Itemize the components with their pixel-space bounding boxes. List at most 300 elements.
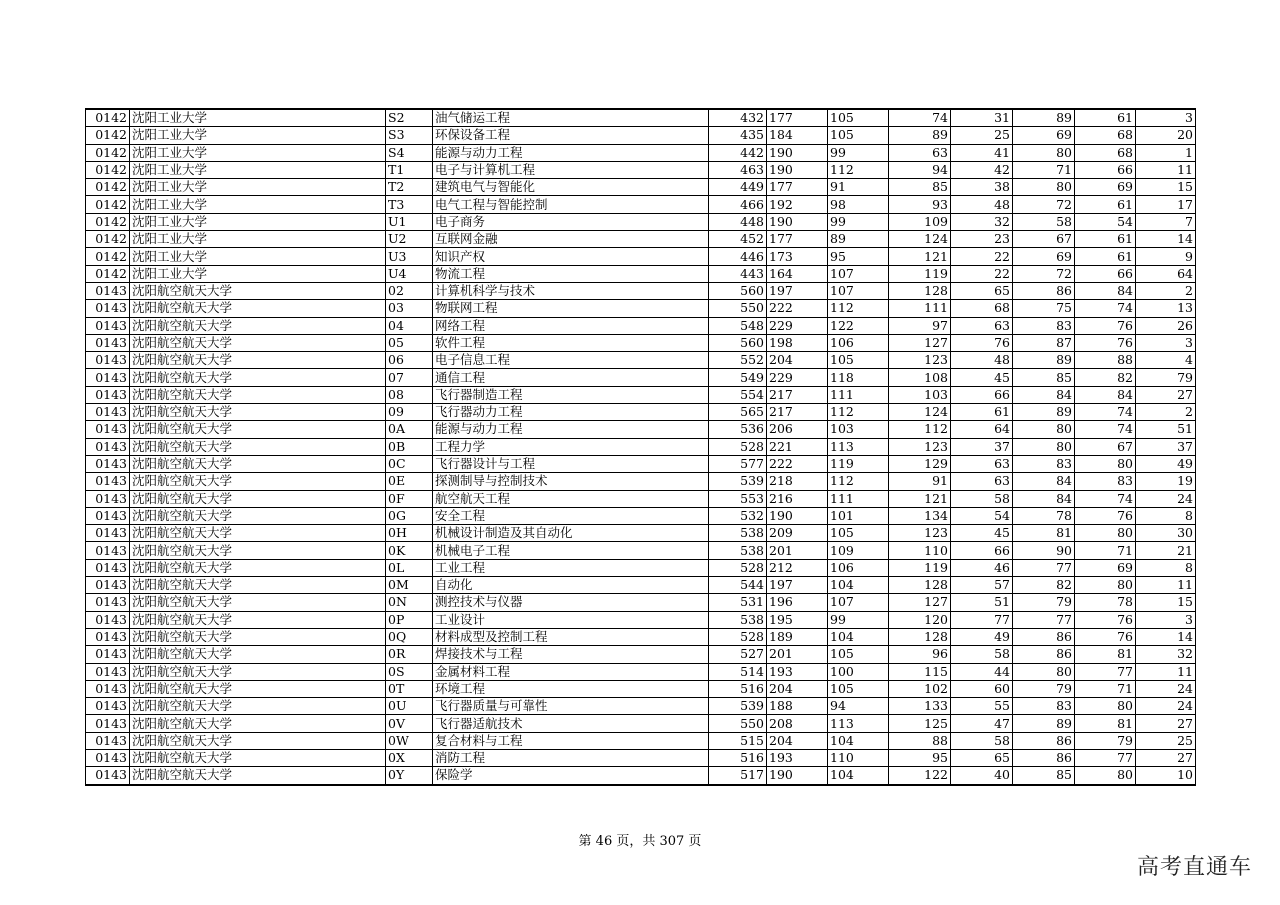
cell-score-b: 98 (828, 196, 889, 213)
cell-major-code: S3 (386, 127, 433, 144)
cell-count: 20 (1136, 127, 1196, 144)
cell-score-a: 204 (767, 680, 828, 697)
cell-score-b: 105 (828, 680, 889, 697)
cell-total-score: 443 (709, 265, 767, 282)
cell-score-a: 177 (767, 179, 828, 196)
cell-score-f: 82 (1075, 369, 1136, 386)
cell-school-code: 0142 (86, 161, 130, 178)
cell-total-score: 554 (709, 386, 767, 403)
cell-total-score: 446 (709, 248, 767, 265)
cell-score-f: 66 (1075, 161, 1136, 178)
cell-score-e: 81 (1013, 525, 1075, 542)
cell-major-name: 飞行器适航技术 (433, 715, 709, 732)
cell-score-a: 221 (767, 438, 828, 455)
cell-score-d: 45 (951, 369, 1013, 386)
cell-total-score: 442 (709, 144, 767, 161)
cell-score-b: 111 (828, 490, 889, 507)
cell-count: 15 (1136, 179, 1196, 196)
cell-score-d: 65 (951, 282, 1013, 299)
cell-score-f: 77 (1075, 749, 1136, 766)
cell-score-a: 204 (767, 352, 828, 369)
cell-count: 49 (1136, 455, 1196, 472)
cell-score-b: 105 (828, 352, 889, 369)
cell-count: 51 (1136, 421, 1196, 438)
cell-major-code: 0W (386, 732, 433, 749)
cell-major-name: 能源与动力工程 (433, 144, 709, 161)
cell-score-c: 123 (889, 352, 951, 369)
cell-score-f: 83 (1075, 473, 1136, 490)
cell-score-c: 110 (889, 542, 951, 559)
cell-school-name: 沈阳航空航天大学 (130, 507, 386, 524)
cell-major-name: 环保设备工程 (433, 127, 709, 144)
cell-school-name: 沈阳航空航天大学 (130, 421, 386, 438)
cell-school-code: 0143 (86, 680, 130, 697)
cell-score-c: 91 (889, 473, 951, 490)
cell-count: 11 (1136, 663, 1196, 680)
cell-score-e: 78 (1013, 507, 1075, 524)
cell-count: 25 (1136, 732, 1196, 749)
cell-major-name: 工业工程 (433, 559, 709, 576)
cell-score-a: 164 (767, 265, 828, 282)
cell-count: 3 (1136, 611, 1196, 628)
cell-score-c: 133 (889, 698, 951, 715)
cell-score-a: 198 (767, 334, 828, 351)
cell-score-c: 121 (889, 248, 951, 265)
cell-score-f: 81 (1075, 646, 1136, 663)
cell-score-d: 44 (951, 663, 1013, 680)
cell-major-code: 02 (386, 282, 433, 299)
cell-score-e: 67 (1013, 231, 1075, 248)
cell-score-a: 201 (767, 542, 828, 559)
cell-score-a: 196 (767, 594, 828, 611)
watermark-logo: 高考直通车 (1136, 855, 1252, 880)
table-row (86, 749, 1196, 766)
cell-score-f: 80 (1075, 455, 1136, 472)
cell-score-a: 190 (767, 213, 828, 230)
cell-score-e: 85 (1013, 369, 1075, 386)
cell-school-name: 沈阳航空航天大学 (130, 611, 386, 628)
cell-score-b: 106 (828, 334, 889, 351)
table-row (86, 455, 1196, 472)
cell-major-code: S2 (386, 109, 433, 127)
cell-school-name: 沈阳工业大学 (130, 144, 386, 161)
cell-school-code: 0143 (86, 317, 130, 334)
cell-count: 26 (1136, 317, 1196, 334)
cell-major-name: 金属材料工程 (433, 663, 709, 680)
cell-school-name: 沈阳航空航天大学 (130, 473, 386, 490)
cell-score-f: 68 (1075, 127, 1136, 144)
table-row (86, 438, 1196, 455)
cell-score-d: 77 (951, 611, 1013, 628)
cell-school-code: 0143 (86, 749, 130, 766)
cell-score-c: 128 (889, 577, 951, 594)
cell-score-e: 87 (1013, 334, 1075, 351)
cell-score-e: 75 (1013, 300, 1075, 317)
cell-major-code: 0F (386, 490, 433, 507)
cell-score-e: 84 (1013, 490, 1075, 507)
table-row (86, 369, 1196, 386)
cell-score-a: 201 (767, 646, 828, 663)
cell-score-e: 84 (1013, 386, 1075, 403)
cell-major-name: 电子商务 (433, 213, 709, 230)
cell-score-a: 190 (767, 144, 828, 161)
cell-school-name: 沈阳航空航天大学 (130, 490, 386, 507)
cell-school-code: 0142 (86, 179, 130, 196)
cell-score-e: 86 (1013, 628, 1075, 645)
cell-score-e: 89 (1013, 715, 1075, 732)
cell-major-code: 08 (386, 386, 433, 403)
cell-score-c: 128 (889, 282, 951, 299)
cell-major-code: 0T (386, 680, 433, 697)
cell-score-e: 82 (1013, 577, 1075, 594)
cell-score-f: 80 (1075, 767, 1136, 785)
cell-total-score: 538 (709, 542, 767, 559)
cell-score-c: 108 (889, 369, 951, 386)
cell-score-e: 58 (1013, 213, 1075, 230)
cell-major-code: 0X (386, 749, 433, 766)
cell-score-b: 105 (828, 127, 889, 144)
table-row (86, 663, 1196, 680)
cell-score-c: 124 (889, 231, 951, 248)
cell-total-score: 536 (709, 421, 767, 438)
cell-major-name: 探测制导与控制技术 (433, 473, 709, 490)
cell-count: 79 (1136, 369, 1196, 386)
cell-score-f: 71 (1075, 680, 1136, 697)
table-row (86, 646, 1196, 663)
table-row (86, 525, 1196, 542)
cell-total-score: 514 (709, 663, 767, 680)
cell-school-name: 沈阳航空航天大学 (130, 455, 386, 472)
cell-score-e: 72 (1013, 196, 1075, 213)
cell-school-code: 0143 (86, 611, 130, 628)
cell-major-name: 电气工程与智能控制 (433, 196, 709, 213)
cell-school-name: 沈阳航空航天大学 (130, 525, 386, 542)
cell-score-c: 102 (889, 680, 951, 697)
table-row (86, 334, 1196, 351)
cell-school-name: 沈阳航空航天大学 (130, 663, 386, 680)
cell-count: 13 (1136, 300, 1196, 317)
cell-total-score: 550 (709, 715, 767, 732)
cell-score-c: 115 (889, 663, 951, 680)
cell-count: 14 (1136, 231, 1196, 248)
cell-score-e: 86 (1013, 749, 1075, 766)
cell-major-code: 0V (386, 715, 433, 732)
cell-score-f: 80 (1075, 577, 1136, 594)
cell-score-e: 79 (1013, 594, 1075, 611)
table-row (86, 732, 1196, 749)
cell-school-name: 沈阳航空航天大学 (130, 680, 386, 697)
cell-major-name: 互联网金融 (433, 231, 709, 248)
cell-major-code: T3 (386, 196, 433, 213)
cell-score-a: 229 (767, 317, 828, 334)
cell-school-name: 沈阳工业大学 (130, 248, 386, 265)
cell-score-b: 103 (828, 421, 889, 438)
table-row (86, 611, 1196, 628)
cell-score-e: 83 (1013, 455, 1075, 472)
cell-count: 11 (1136, 161, 1196, 178)
cell-major-code: T2 (386, 179, 433, 196)
cell-score-f: 74 (1075, 300, 1136, 317)
cell-score-b: 112 (828, 473, 889, 490)
table-row (86, 213, 1196, 230)
cell-score-f: 74 (1075, 490, 1136, 507)
cell-school-code: 0142 (86, 109, 130, 127)
cell-score-d: 46 (951, 559, 1013, 576)
cell-school-code: 0143 (86, 455, 130, 472)
cell-count: 9 (1136, 248, 1196, 265)
table-row (86, 628, 1196, 645)
cell-school-name: 沈阳工业大学 (130, 213, 386, 230)
cell-major-code: 06 (386, 352, 433, 369)
cell-total-score: 528 (709, 559, 767, 576)
cell-score-c: 125 (889, 715, 951, 732)
cell-score-b: 113 (828, 715, 889, 732)
cell-major-name: 飞行器质量与可靠性 (433, 698, 709, 715)
cell-major-name: 焊接技术与工程 (433, 646, 709, 663)
cell-major-name: 消防工程 (433, 749, 709, 766)
cell-major-name: 物流工程 (433, 265, 709, 282)
cell-score-b: 106 (828, 559, 889, 576)
cell-score-f: 80 (1075, 698, 1136, 715)
cell-major-code: 05 (386, 334, 433, 351)
cell-score-e: 80 (1013, 421, 1075, 438)
cell-major-code: 0U (386, 698, 433, 715)
table-row (86, 386, 1196, 403)
cell-score-f: 84 (1075, 386, 1136, 403)
cell-score-a: 222 (767, 455, 828, 472)
cell-score-a: 206 (767, 421, 828, 438)
cell-score-d: 76 (951, 334, 1013, 351)
cell-total-score: 452 (709, 231, 767, 248)
cell-score-b: 94 (828, 698, 889, 715)
table-row (86, 507, 1196, 524)
cell-school-code: 0143 (86, 369, 130, 386)
cell-school-name: 沈阳航空航天大学 (130, 749, 386, 766)
cell-score-a: 197 (767, 577, 828, 594)
cell-count: 19 (1136, 473, 1196, 490)
cell-count: 64 (1136, 265, 1196, 282)
table-row (86, 352, 1196, 369)
cell-score-c: 111 (889, 300, 951, 317)
cell-major-code: 0L (386, 559, 433, 576)
cell-score-d: 60 (951, 680, 1013, 697)
cell-major-name: 复合材料与工程 (433, 732, 709, 749)
cell-score-f: 61 (1075, 231, 1136, 248)
cell-major-name: 计算机科学与技术 (433, 282, 709, 299)
cell-score-d: 32 (951, 213, 1013, 230)
cell-score-a: 212 (767, 559, 828, 576)
cell-major-code: 0R (386, 646, 433, 663)
cell-score-c: 109 (889, 213, 951, 230)
cell-school-name: 沈阳航空航天大学 (130, 438, 386, 455)
table-row (86, 127, 1196, 144)
cell-major-code: 0E (386, 473, 433, 490)
cell-school-code: 0143 (86, 646, 130, 663)
cell-total-score: 516 (709, 680, 767, 697)
cell-major-code: 0C (386, 455, 433, 472)
cell-score-a: 177 (767, 231, 828, 248)
cell-score-f: 74 (1075, 421, 1136, 438)
cell-score-d: 47 (951, 715, 1013, 732)
cell-score-a: 193 (767, 749, 828, 766)
cell-score-e: 85 (1013, 767, 1075, 785)
score-table (85, 108, 1196, 786)
cell-score-f: 76 (1075, 317, 1136, 334)
cell-score-f: 67 (1075, 438, 1136, 455)
cell-score-b: 122 (828, 317, 889, 334)
cell-score-b: 105 (828, 109, 889, 127)
cell-major-name: 电子与计算机工程 (433, 161, 709, 178)
cell-school-name: 沈阳航空航天大学 (130, 317, 386, 334)
cell-score-c: 121 (889, 490, 951, 507)
cell-major-name: 软件工程 (433, 334, 709, 351)
cell-score-d: 55 (951, 698, 1013, 715)
cell-school-code: 0142 (86, 265, 130, 282)
cell-major-code: 0N (386, 594, 433, 611)
cell-count: 8 (1136, 559, 1196, 576)
table-row (86, 179, 1196, 196)
cell-major-name: 物联网工程 (433, 300, 709, 317)
cell-score-c: 127 (889, 594, 951, 611)
cell-score-c: 97 (889, 317, 951, 334)
cell-score-a: 229 (767, 369, 828, 386)
cell-score-e: 77 (1013, 611, 1075, 628)
cell-score-c: 74 (889, 109, 951, 127)
cell-total-score: 515 (709, 732, 767, 749)
cell-score-d: 25 (951, 127, 1013, 144)
cell-score-b: 99 (828, 611, 889, 628)
cell-school-code: 0143 (86, 386, 130, 403)
cell-count: 32 (1136, 646, 1196, 663)
cell-count: 8 (1136, 507, 1196, 524)
cell-major-code: 0A (386, 421, 433, 438)
cell-score-f: 66 (1075, 265, 1136, 282)
cell-score-f: 61 (1075, 248, 1136, 265)
cell-major-code: 0S (386, 663, 433, 680)
cell-total-score: 432 (709, 109, 767, 127)
cell-count: 27 (1136, 749, 1196, 766)
table-row (86, 490, 1196, 507)
cell-score-d: 22 (951, 248, 1013, 265)
cell-score-f: 54 (1075, 213, 1136, 230)
cell-total-score: 560 (709, 334, 767, 351)
cell-school-name: 沈阳航空航天大学 (130, 542, 386, 559)
cell-school-name: 沈阳工业大学 (130, 231, 386, 248)
cell-total-score: 435 (709, 127, 767, 144)
cell-total-score: 516 (709, 749, 767, 766)
cell-score-a: 218 (767, 473, 828, 490)
cell-score-b: 104 (828, 628, 889, 645)
cell-score-b: 110 (828, 749, 889, 766)
cell-score-e: 71 (1013, 161, 1075, 178)
cell-score-e: 89 (1013, 404, 1075, 421)
cell-score-e: 89 (1013, 109, 1075, 127)
cell-score-d: 38 (951, 179, 1013, 196)
cell-score-c: 112 (889, 421, 951, 438)
cell-major-name: 飞行器动力工程 (433, 404, 709, 421)
cell-school-code: 0142 (86, 127, 130, 144)
table-row (86, 421, 1196, 438)
cell-score-a: 173 (767, 248, 828, 265)
cell-score-e: 69 (1013, 248, 1075, 265)
cell-total-score: 532 (709, 507, 767, 524)
cell-school-code: 0143 (86, 438, 130, 455)
cell-score-f: 79 (1075, 732, 1136, 749)
cell-score-e: 69 (1013, 127, 1075, 144)
table-row (86, 767, 1196, 785)
cell-score-e: 83 (1013, 317, 1075, 334)
cell-school-code: 0143 (86, 404, 130, 421)
table-row (86, 680, 1196, 697)
cell-major-name: 网络工程 (433, 317, 709, 334)
cell-school-name: 沈阳航空航天大学 (130, 715, 386, 732)
table-row (86, 594, 1196, 611)
cell-score-f: 61 (1075, 196, 1136, 213)
cell-major-name: 能源与动力工程 (433, 421, 709, 438)
cell-total-score: 528 (709, 438, 767, 455)
cell-score-b: 107 (828, 594, 889, 611)
cell-score-b: 113 (828, 438, 889, 455)
cell-score-a: 222 (767, 300, 828, 317)
cell-count: 15 (1136, 594, 1196, 611)
cell-score-a: 193 (767, 663, 828, 680)
cell-major-name: 通信工程 (433, 369, 709, 386)
cell-score-f: 61 (1075, 109, 1136, 127)
cell-school-name: 沈阳航空航天大学 (130, 767, 386, 785)
cell-total-score: 550 (709, 300, 767, 317)
table-row (86, 577, 1196, 594)
cell-score-c: 93 (889, 196, 951, 213)
cell-score-a: 188 (767, 698, 828, 715)
table-row (86, 282, 1196, 299)
cell-score-d: 40 (951, 767, 1013, 785)
cell-count: 4 (1136, 352, 1196, 369)
cell-score-d: 51 (951, 594, 1013, 611)
cell-major-name: 测控技术与仪器 (433, 594, 709, 611)
cell-score-b: 104 (828, 732, 889, 749)
cell-school-code: 0142 (86, 231, 130, 248)
cell-total-score: 528 (709, 628, 767, 645)
cell-school-name: 沈阳航空航天大学 (130, 334, 386, 351)
cell-school-name: 沈阳航空航天大学 (130, 352, 386, 369)
cell-major-name: 机械电子工程 (433, 542, 709, 559)
cell-major-code: 0K (386, 542, 433, 559)
cell-score-d: 45 (951, 525, 1013, 542)
cell-school-code: 0143 (86, 559, 130, 576)
cell-count: 3 (1136, 109, 1196, 127)
cell-score-a: 195 (767, 611, 828, 628)
cell-total-score: 527 (709, 646, 767, 663)
cell-score-e: 79 (1013, 680, 1075, 697)
cell-count: 30 (1136, 525, 1196, 542)
cell-school-code: 0143 (86, 594, 130, 611)
cell-major-code: 04 (386, 317, 433, 334)
cell-score-c: 123 (889, 525, 951, 542)
cell-score-d: 48 (951, 352, 1013, 369)
table-row (86, 109, 1196, 127)
cell-school-name: 沈阳航空航天大学 (130, 577, 386, 594)
cell-count: 37 (1136, 438, 1196, 455)
cell-score-c: 124 (889, 404, 951, 421)
cell-count: 21 (1136, 542, 1196, 559)
cell-count: 27 (1136, 715, 1196, 732)
cell-score-d: 58 (951, 646, 1013, 663)
cell-major-name: 机械设计制造及其自动化 (433, 525, 709, 542)
cell-major-code: S4 (386, 144, 433, 161)
cell-major-name: 保险学 (433, 767, 709, 785)
cell-major-name: 建筑电气与智能化 (433, 179, 709, 196)
cell-score-c: 120 (889, 611, 951, 628)
